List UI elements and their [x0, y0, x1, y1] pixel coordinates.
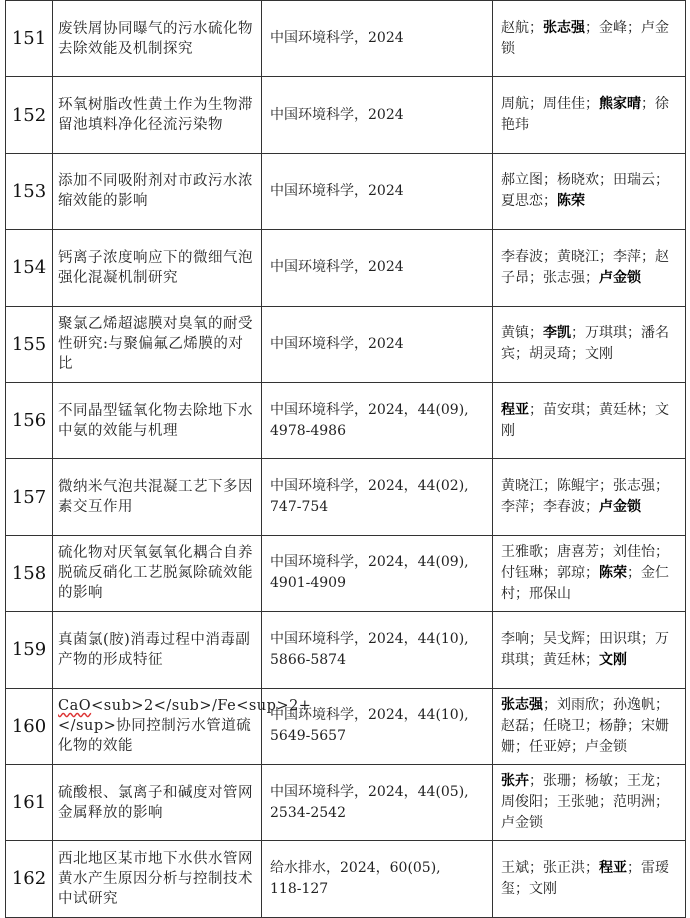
author-separator: ； [543, 794, 557, 811]
journal-source-line: 中国环境科学，2024，44(10), [270, 630, 469, 647]
author-separator: ； [599, 543, 613, 560]
row-number: 154 [6, 230, 53, 306]
journal-source-line: 中国环境科学，2024，44(02), [270, 478, 469, 495]
journal-source [262, 535, 493, 611]
author-list [493, 535, 686, 611]
journal-source-line: 中国环境科学，2024 [270, 30, 404, 47]
journal-source-line: 5649-5657 [270, 728, 346, 745]
author-separator: ； [543, 478, 557, 495]
table-row [6, 77, 686, 153]
author-name: 张志强 [613, 478, 655, 495]
paper-title-flagged-text: CaO [58, 698, 92, 715]
author-name: 万琪琪 [585, 325, 627, 342]
author-separator: ； [599, 172, 613, 189]
author-separator: ； [613, 773, 627, 790]
author-separator: ； [655, 696, 669, 713]
author-separator: ； [655, 543, 669, 560]
author-name: 田识琪 [599, 630, 641, 647]
author-separator: ； [641, 248, 655, 265]
author-name: 田瑞云 [613, 172, 655, 189]
author-name-highlighted: 张志强 [501, 696, 543, 713]
author-separator: ； [529, 269, 543, 286]
author-separator: ； [655, 172, 669, 189]
author-name: 文刚 [501, 401, 669, 439]
author-separator: ； [599, 478, 613, 495]
table-row [6, 230, 686, 306]
row-number: 157 [6, 459, 53, 535]
paper-title-text: 不同晶型锰氧化物去除地下水中氨的效能与机理 [58, 402, 253, 439]
author-separator: ； [543, 248, 557, 265]
author-separator: ； [571, 346, 585, 363]
journal-source [262, 230, 493, 306]
row-number: 158 [6, 535, 53, 611]
author-separator: ； [641, 96, 655, 113]
author-name: 黄晓江 [557, 248, 599, 265]
author-name: 苗安琪 [543, 401, 585, 418]
journal-source [262, 612, 493, 688]
author-separator: ； [543, 193, 557, 210]
table-row [6, 612, 686, 688]
journal-source-line: 中国环境科学，2024 [270, 335, 404, 352]
author-separator: ； [571, 325, 585, 342]
author-name: 陈鲲宇 [557, 478, 599, 495]
journal-source-line: 中国环境科学，2024，44(05), [270, 783, 469, 800]
author-separator: ； [515, 346, 529, 363]
author-separator: ； [515, 880, 529, 897]
table-row [6, 153, 686, 229]
author-separator: ； [599, 794, 613, 811]
journal-source [262, 841, 493, 917]
author-name: 万琪琪 [501, 630, 669, 668]
author-separator: ； [641, 401, 655, 418]
table-row [6, 535, 686, 611]
author-name: 杨晓欢 [557, 172, 599, 189]
author-separator: ； [543, 543, 557, 560]
journal-source-line: 4901-4909 [270, 575, 346, 592]
author-separator: ； [529, 773, 543, 790]
author-name: 杨敏 [585, 773, 613, 790]
paper-title-text: 环氧树脂改性黄土作为生物滞留池填料净化径流污染物 [58, 97, 253, 134]
author-name: 邢保山 [529, 585, 571, 602]
author-list [493, 764, 686, 840]
author-name: 周俊阳 [501, 794, 543, 811]
author-separator: ； [585, 19, 599, 36]
author-name-highlighted: 张卉 [501, 773, 529, 790]
row-number: 162 [6, 841, 53, 917]
author-name: 唐喜芳 [557, 543, 599, 560]
author-name: 赵子昂 [501, 248, 669, 286]
journal-source-line: 中国环境科学，2024，44(09), [270, 401, 469, 418]
author-name: 周佳佳 [543, 96, 585, 113]
author-name: 赵磊 [501, 717, 529, 734]
paper-title-text: <sub>2</sub>/Fe<sup>2+</sup>协同控制污水管道硫化物的效能 [58, 698, 312, 755]
author-name-highlighted: 陈荣 [599, 564, 627, 581]
author-name-highlighted: 程亚 [599, 859, 627, 876]
author-separator: ； [585, 630, 599, 647]
journal-source [262, 382, 493, 458]
author-separator: ； [627, 859, 641, 876]
journal-source [262, 764, 493, 840]
table-row [6, 459, 686, 535]
row-number: 159 [6, 612, 53, 688]
author-separator: ； [655, 478, 669, 495]
journal-source-line: 5866-5874 [270, 651, 346, 668]
author-name: 张正洪 [543, 859, 585, 876]
journal-source-line: 4978-4986 [270, 422, 346, 439]
author-separator: ； [529, 19, 543, 36]
author-name: 刘佳怡 [613, 543, 655, 560]
author-separator: ； [585, 96, 599, 113]
journal-source-line: 2534-2542 [270, 804, 346, 821]
author-name: 胡灵琦 [529, 346, 571, 363]
author-name: 郝立图 [501, 172, 543, 189]
author-separator: ； [571, 773, 585, 790]
author-separator: ； [529, 651, 543, 668]
author-separator: ； [585, 499, 599, 516]
journal-source [262, 153, 493, 229]
author-name: 李萍 [613, 248, 641, 265]
author-name-highlighted: 张志强 [543, 19, 585, 36]
author-separator: ； [585, 717, 599, 734]
table-row [6, 764, 686, 840]
author-name: 李春波 [501, 248, 543, 265]
paper-title-text: 硫化物对厌氧氨氧化耦合自养脱硫反硝化工艺脱氮除硫效能的影响 [58, 545, 253, 602]
author-name: 夏思恋 [501, 193, 543, 210]
paper-title-text: 硫酸根、氯离子和碱度对管网金属释放的影响 [58, 784, 253, 821]
journal-source-line: 中国环境科学，2024 [270, 182, 404, 199]
author-list [493, 77, 686, 153]
author-name: 徐艳玮 [501, 96, 669, 134]
author-name: 赵航 [501, 19, 529, 36]
author-separator: ； [627, 19, 641, 36]
author-separator: ； [627, 717, 641, 734]
author-name-highlighted: 陈荣 [557, 193, 585, 210]
table-row [6, 306, 686, 382]
journal-source-line: 747-754 [270, 499, 329, 516]
author-name: 黄镇 [501, 325, 529, 342]
author-separator: ； [585, 651, 599, 668]
author-separator: ； [655, 794, 669, 811]
author-name: 杨静 [599, 717, 627, 734]
author-list [493, 153, 686, 229]
author-name: 黄廷林 [599, 401, 641, 418]
journal-source [262, 1, 493, 77]
journal-source-line: 中国环境科学，2024，44(10), [270, 707, 469, 724]
row-number: 156 [6, 382, 53, 458]
author-name: 刘雨欣 [557, 696, 599, 713]
author-name: 孙逸帆 [613, 696, 655, 713]
author-list [493, 459, 686, 535]
author-name: 文刚 [529, 880, 557, 897]
author-list [493, 382, 686, 458]
author-name: 郭琼 [557, 564, 585, 581]
author-separator: ； [529, 717, 543, 734]
author-separator: ； [571, 738, 585, 755]
author-separator: ； [543, 564, 557, 581]
paper-title-text: 微纳米气泡共混凝工艺下多因素交互作用 [58, 479, 253, 516]
author-name: 卢金锁 [501, 815, 543, 832]
row-number: 153 [6, 153, 53, 229]
row-number: 155 [6, 306, 53, 382]
author-name: 黄廷林 [543, 651, 585, 668]
paper-title [53, 153, 262, 229]
author-name: 李响 [501, 630, 529, 647]
author-separator: ； [585, 269, 599, 286]
author-name: 卢金锁 [585, 738, 627, 755]
row-number: 161 [6, 764, 53, 840]
author-separator: ； [627, 564, 641, 581]
author-name-highlighted: 熊家晴 [599, 96, 641, 113]
author-name: 金仁村 [501, 564, 669, 602]
publication-table-body [6, 1, 686, 918]
paper-title [53, 1, 262, 77]
table-row [6, 688, 686, 764]
author-separator: ； [543, 696, 557, 713]
paper-title-text: 钙离子浓度响应下的微细气泡强化混凝机制研究 [58, 249, 253, 286]
author-separator: ； [529, 859, 543, 876]
author-name-highlighted: 李凯 [543, 325, 571, 342]
paper-title-text: 废铁屑协同曝气的污水硫化物去除效能及机制探究 [58, 20, 253, 57]
row-number: 152 [6, 77, 53, 153]
paper-title-text: 西北地区某市地下水供水管网黄水产生原因分析与控制技术中试研究 [58, 850, 253, 907]
author-separator: ； [529, 630, 543, 647]
author-separator: ； [641, 630, 655, 647]
journal-source [262, 306, 493, 382]
paper-title-text: 聚氯乙烯超滤膜对臭氧的耐受性研究:与聚偏氟乙烯膜的对比 [58, 316, 253, 373]
author-name: 金峰 [599, 19, 627, 36]
author-name: 张志强 [543, 269, 585, 286]
author-list [493, 230, 686, 306]
author-separator: ； [585, 564, 599, 581]
row-number: 151 [6, 1, 53, 77]
paper-title [53, 841, 262, 917]
author-name: 王雅歌 [501, 543, 543, 560]
author-separator: ； [599, 696, 613, 713]
author-separator: ； [655, 773, 669, 790]
author-name: 付钰琳 [501, 564, 543, 581]
table-row [6, 841, 686, 917]
author-name: 文刚 [585, 346, 613, 363]
author-separator: ； [585, 401, 599, 418]
author-separator: ； [599, 248, 613, 265]
author-list [493, 306, 686, 382]
author-separator: ； [529, 96, 543, 113]
author-separator: ； [515, 585, 529, 602]
author-name-highlighted: 文刚 [599, 651, 627, 668]
author-name: 宋姗姗 [501, 717, 669, 755]
author-list [493, 612, 686, 688]
author-list [493, 841, 686, 917]
paper-title [53, 459, 262, 535]
author-name: 王龙 [627, 773, 655, 790]
paper-title [53, 382, 262, 458]
author-list [493, 1, 686, 77]
author-name: 王张驰 [557, 794, 599, 811]
author-name: 李萍 [501, 499, 529, 516]
table-row [6, 1, 686, 77]
paper-title [53, 535, 262, 611]
author-name: 周航 [501, 96, 529, 113]
author-separator: ； [529, 325, 543, 342]
journal-source-line: 118-127 [270, 880, 329, 897]
author-name: 黄晓江 [501, 478, 543, 495]
author-separator: ； [529, 401, 543, 418]
author-name-highlighted: 卢金锁 [599, 269, 641, 286]
journal-source [262, 77, 493, 153]
author-separator: ； [585, 859, 599, 876]
paper-title [53, 77, 262, 153]
journal-source-line: 给水排水，2024，60(05), [270, 859, 441, 876]
author-name: 范明洲 [613, 794, 655, 811]
journal-source [262, 459, 493, 535]
paper-title [53, 764, 262, 840]
paper-title [53, 306, 262, 382]
author-name: 任晓卫 [543, 717, 585, 734]
author-name: 任亚婷 [529, 738, 571, 755]
publication-table [5, 0, 686, 918]
paper-title-text: 真菌氯(胺)消毒过程中消毒副产物的形成特征 [58, 631, 251, 668]
author-name: 王斌 [501, 859, 529, 876]
author-name-highlighted: 程亚 [501, 401, 529, 418]
author-name: 卢金锁 [501, 19, 669, 57]
author-name: 潘名宾 [501, 325, 669, 363]
journal-source-line: 中国环境科学，2024 [270, 106, 404, 123]
author-name: 张珊 [543, 773, 571, 790]
journal-source-line: 中国环境科学，2024，44(09), [270, 554, 469, 571]
paper-title [53, 230, 262, 306]
journal-source-line: 中国环境科学，2024 [270, 259, 404, 276]
author-separator: ； [627, 325, 641, 342]
author-name-highlighted: 卢金锁 [599, 499, 641, 516]
paper-title-text: 添加不同吸附剂对市政污水浓缩效能的影响 [58, 173, 253, 210]
author-separator: ； [515, 738, 529, 755]
author-separator: ； [529, 499, 543, 516]
table-row [6, 382, 686, 458]
author-name: 吴戈辉 [543, 630, 585, 647]
author-name: 雷瑷玺 [501, 859, 669, 897]
row-number: 160 [6, 688, 53, 764]
author-name: 李春波 [543, 499, 585, 516]
author-list [493, 688, 686, 764]
author-separator: ； [543, 172, 557, 189]
paper-title [53, 612, 262, 688]
